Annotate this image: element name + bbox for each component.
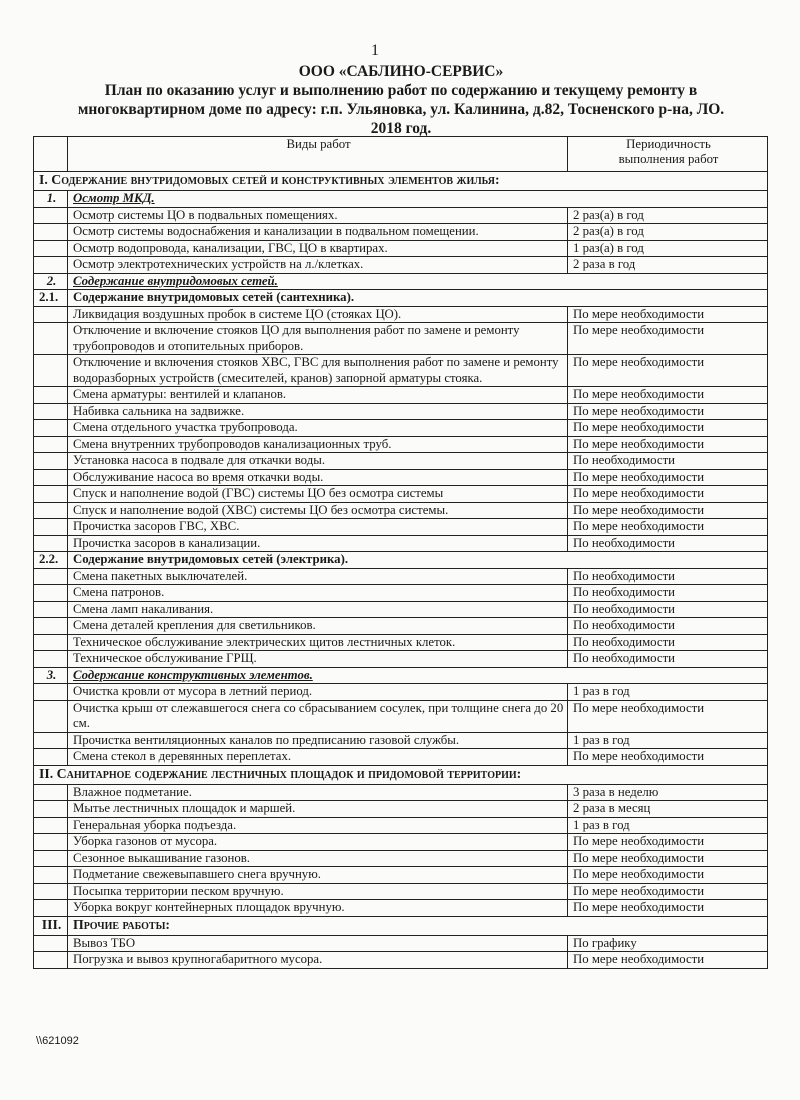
header-periodicity-line2: выполнения работ (618, 152, 719, 166)
periodicity-cell: По необходимости (568, 535, 768, 552)
subsection-2-2-title: Содержание внутридомовых сетей (электрика). (68, 552, 768, 569)
table-row (34, 502, 768, 519)
row-number-cell (34, 850, 68, 867)
row-number-cell (34, 684, 68, 701)
table-row (34, 436, 768, 453)
table-row (34, 732, 768, 749)
periodicity-cell: 2 раз(а) в год (568, 207, 768, 224)
work-type-cell: Очистка кровли от мусора в летний период. (68, 684, 568, 701)
periodicity-cell: 2 раза в год (568, 257, 768, 274)
work-type-cell: Осмотр системы водоснабжения и канализации в подвальном помещении. (68, 224, 568, 241)
table-row (34, 306, 768, 323)
periodicity-cell: По мере необходимости (568, 749, 768, 766)
periodicity-cell: По мере необходимости (568, 403, 768, 420)
periodicity-cell: По мере необходимости (568, 323, 768, 355)
periodicity-cell: По необходимости (568, 601, 768, 618)
periodicity-cell: По мере необходимости (568, 502, 768, 519)
company-name: ООО «САБЛИНО-СЕРВИС» (298, 63, 504, 80)
work-type-cell: Погрузка и вывоз крупногабаритного мусора. (68, 952, 568, 969)
subsection-1-row (34, 191, 768, 208)
table-row (34, 900, 768, 917)
row-number-cell (34, 618, 68, 635)
subsection-3-title: Содержание конструктивных элементов. (68, 667, 768, 684)
table-row (34, 257, 768, 274)
periodicity-cell: 1 раз в год (568, 817, 768, 834)
table-body (34, 172, 768, 969)
work-type-cell: Обслуживание насоса во время откачки воды. (68, 469, 568, 486)
row-number-cell (34, 732, 68, 749)
table-row (34, 834, 768, 851)
row-number-cell (34, 585, 68, 602)
periodicity-cell: По необходимости (568, 453, 768, 470)
periodicity-cell: По мере необходимости (568, 900, 768, 917)
work-type-cell: Смена внутренних трубопроводов канализационных труб. (68, 436, 568, 453)
table-row (34, 207, 768, 224)
work-type-cell: Подметание свежевыпавшего снега вручную. (68, 867, 568, 884)
row-number-cell (34, 601, 68, 618)
row-number-cell (34, 749, 68, 766)
row-number-cell (34, 387, 68, 404)
table-row (34, 535, 768, 552)
subsection-2-2-row (34, 552, 768, 569)
work-type-cell: Очистка крыш от слежавшегося снега со сбрасыванием сосулек, при толщине снега до 20 см. (68, 700, 568, 732)
work-type-cell: Сезонное выкашивание газонов. (68, 850, 568, 867)
table-row (34, 469, 768, 486)
header-periodicity (568, 137, 768, 172)
row-number-cell (34, 257, 68, 274)
subsection-1-number: 1. (34, 191, 68, 208)
work-type-cell: Осмотр электротехнических устройств на л./клетках. (68, 257, 568, 274)
table-row (34, 420, 768, 437)
work-type-cell: Уборка газонов от мусора. (68, 834, 568, 851)
periodicity-cell: По необходимости (568, 651, 768, 668)
periodicity-cell: 2 раза в месяц (568, 801, 768, 818)
plan-year: 2018 год. (370, 120, 432, 137)
periodicity-cell: По графику (568, 935, 768, 952)
title-line-1: План по оказанию услуг и выполнению работ по содержанию и текущему ремонту в (104, 82, 698, 99)
row-number-cell (34, 935, 68, 952)
periodicity-cell: По мере необходимости (568, 306, 768, 323)
row-number-cell (34, 224, 68, 241)
work-type-cell: Техническое обслуживание ГРЩ. (68, 651, 568, 668)
table-row (34, 387, 768, 404)
table-row (34, 801, 768, 818)
document-header (40, 62, 762, 138)
row-number-cell (34, 469, 68, 486)
table-row (34, 585, 768, 602)
periodicity-cell: 1 раз в год (568, 684, 768, 701)
row-number-cell (34, 355, 68, 387)
table-row (34, 883, 768, 900)
table-row (34, 601, 768, 618)
work-type-cell: Прочистка засоров ГВС, ХВС. (68, 519, 568, 536)
work-type-cell: Спуск и наполнение водой (ХВС) системы ЦО без осмотра системы. (68, 502, 568, 519)
row-number-cell (34, 240, 68, 257)
work-type-cell: Смена отдельного участка трубопровода. (68, 420, 568, 437)
table-row (34, 453, 768, 470)
table-row (34, 240, 768, 257)
periodicity-cell: По мере необходимости (568, 387, 768, 404)
periodicity-cell: 3 раза в неделю (568, 784, 768, 801)
periodicity-cell: 1 раз(а) в год (568, 240, 768, 257)
work-type-cell: Прочистка вентиляционных каналов по предписанию газовой службы. (68, 732, 568, 749)
subsection-1-title: Осмотр МКД. (68, 191, 768, 208)
work-type-cell: Смена пакетных выключателей. (68, 568, 568, 585)
work-type-cell: Смена стекол в деревянных переплетах. (68, 749, 568, 766)
table-row (34, 935, 768, 952)
work-type-cell: Смена деталей крепления для светильников. (68, 618, 568, 635)
table-row (34, 867, 768, 884)
row-number-cell (34, 784, 68, 801)
works-plan-table (33, 136, 768, 969)
section-1-title (34, 172, 768, 191)
row-number-cell (34, 568, 68, 585)
table-row (34, 651, 768, 668)
work-type-cell: Смена патронов. (68, 585, 568, 602)
row-number-cell (34, 900, 68, 917)
work-type-cell: Набивка сальника на задвижке. (68, 403, 568, 420)
work-type-cell: Осмотр водопровода, канализации, ГВС, ЦО в квартирах. (68, 240, 568, 257)
subsection-2-1-title: Содержание внутридомовых сетей (сантехника). (68, 290, 768, 307)
periodicity-cell: По мере необходимости (568, 850, 768, 867)
row-number-cell (34, 867, 68, 884)
work-type-cell: Техническое обслуживание электрических щитов лестничных клеток. (68, 634, 568, 651)
periodicity-cell: По мере необходимости (568, 883, 768, 900)
row-number-cell (34, 436, 68, 453)
table-row (34, 355, 768, 387)
work-type-cell: Осмотр системы ЦО в подвальных помещениях. (68, 207, 568, 224)
work-type-cell: Вывоз ТБО (68, 935, 568, 952)
periodicity-cell: По мере необходимости (568, 834, 768, 851)
work-type-cell: Мытье лестничных площадок и маршей. (68, 801, 568, 818)
work-type-cell: Ликвидация воздушных пробок в системе ЦО (стояках ЦО). (68, 306, 568, 323)
table-row (34, 817, 768, 834)
periodicity-cell: По мере необходимости (568, 355, 768, 387)
subsection-2-number: 2. (34, 273, 68, 290)
subsection-2-title: Содержание внутридомовых сетей. (68, 273, 768, 290)
row-number-cell (34, 817, 68, 834)
row-number-cell (34, 700, 68, 732)
work-type-cell: Спуск и наполнение водой (ГВС) системы ЦО без осмотра системы (68, 486, 568, 503)
periodicity-cell: По необходимости (568, 634, 768, 651)
periodicity-cell: По мере необходимости (568, 952, 768, 969)
subsection-2-row (34, 273, 768, 290)
work-type-cell: Влажное подметание. (68, 784, 568, 801)
section-1-title-text: I. Содержание внутридомовых сетей и конструктивных элементов жилья: (39, 172, 500, 187)
table-row (34, 700, 768, 732)
row-number-cell (34, 207, 68, 224)
periodicity-cell: 1 раз в год (568, 732, 768, 749)
table-row (34, 618, 768, 635)
section-3-title-text: Прочие работы: (73, 916, 171, 932)
periodicity-cell: По мере необходимости (568, 519, 768, 536)
work-type-cell: Смена арматуры: вентилей и клапанов. (68, 387, 568, 404)
table-row (34, 519, 768, 536)
row-number-cell (34, 306, 68, 323)
subsection-2-1-number: 2.1. (34, 290, 68, 307)
periodicity-cell: По мере необходимости (568, 867, 768, 884)
periodicity-cell: По мере необходимости (568, 420, 768, 437)
title-line-2: многоквартирном доме по адресу: г.п. Ульяновка, ул. Калинина, д.82, Тосненского р-на, ЛО. (77, 101, 725, 118)
row-number-cell (34, 519, 68, 536)
section-2-row (34, 765, 768, 784)
row-number-cell (34, 801, 68, 818)
row-number-cell (34, 453, 68, 470)
periodicity-cell: По необходимости (568, 618, 768, 635)
table-row (34, 850, 768, 867)
document-code: \\621092 (36, 1035, 79, 1047)
row-number-cell (34, 535, 68, 552)
section-3-number: III. (34, 916, 68, 935)
work-type-cell: Смена ламп накаливания. (68, 601, 568, 618)
table-row (34, 634, 768, 651)
row-number-cell (34, 403, 68, 420)
page-number: 1 (371, 42, 379, 59)
work-type-cell: Установка насоса в подвале для откачки воды. (68, 453, 568, 470)
periodicity-cell: По мере необходимости (568, 486, 768, 503)
work-type-cell: Отключение и включение стояков ЦО для выполнения работ по замене и ремонту трубопроводов и отопительных приборов. (68, 323, 568, 355)
row-number-cell (34, 952, 68, 969)
table-row (34, 323, 768, 355)
table-row (34, 952, 768, 969)
table-header-row (34, 137, 768, 172)
work-type-cell: Генеральная уборка подъезда. (68, 817, 568, 834)
row-number-cell (34, 651, 68, 668)
row-number-cell (34, 486, 68, 503)
work-type-cell: Отключение и включения стояков ХВС, ГВС для выполнения работ по замене и ремонту водоразборных устройств (смесителей, кранов) запорной арматуры стояка. (68, 355, 568, 387)
row-number-cell (34, 883, 68, 900)
periodicity-cell: 2 раз(а) в год (568, 224, 768, 241)
section-3-row (34, 916, 768, 935)
table-row (34, 784, 768, 801)
header-work-types: Виды работ (68, 137, 568, 172)
table-row (34, 403, 768, 420)
subsection-2-1-row (34, 290, 768, 307)
work-type-cell: Посыпка территории песком вручную. (68, 883, 568, 900)
subsection-3-row (34, 667, 768, 684)
row-number-cell (34, 834, 68, 851)
periodicity-cell: По мере необходимости (568, 700, 768, 732)
table-row (34, 224, 768, 241)
row-number-cell (34, 420, 68, 437)
periodicity-cell: По мере необходимости (568, 436, 768, 453)
work-type-cell: Уборка вокруг контейнерных площадок вручную. (68, 900, 568, 917)
section-1-row (34, 172, 768, 191)
header-number-cell (34, 137, 68, 172)
subsection-3-number: 3. (34, 667, 68, 684)
periodicity-cell: По мере необходимости (568, 469, 768, 486)
row-number-cell (34, 502, 68, 519)
row-number-cell (34, 634, 68, 651)
row-number-cell (34, 323, 68, 355)
table-row (34, 684, 768, 701)
table-row (34, 568, 768, 585)
subsection-2-2-number: 2.2. (34, 552, 68, 569)
table-row (34, 749, 768, 766)
periodicity-cell: По необходимости (568, 568, 768, 585)
table-row (34, 486, 768, 503)
periodicity-cell: По необходимости (568, 585, 768, 602)
work-type-cell: Прочистка засоров в канализации. (68, 535, 568, 552)
section-2-title-text: II. Санитарное содержание лестничных площадок и придомовой территории: (39, 765, 522, 781)
header-periodicity-line1: Периодичность (626, 137, 711, 151)
section-3-title (68, 916, 768, 935)
section-2-title (34, 765, 768, 784)
